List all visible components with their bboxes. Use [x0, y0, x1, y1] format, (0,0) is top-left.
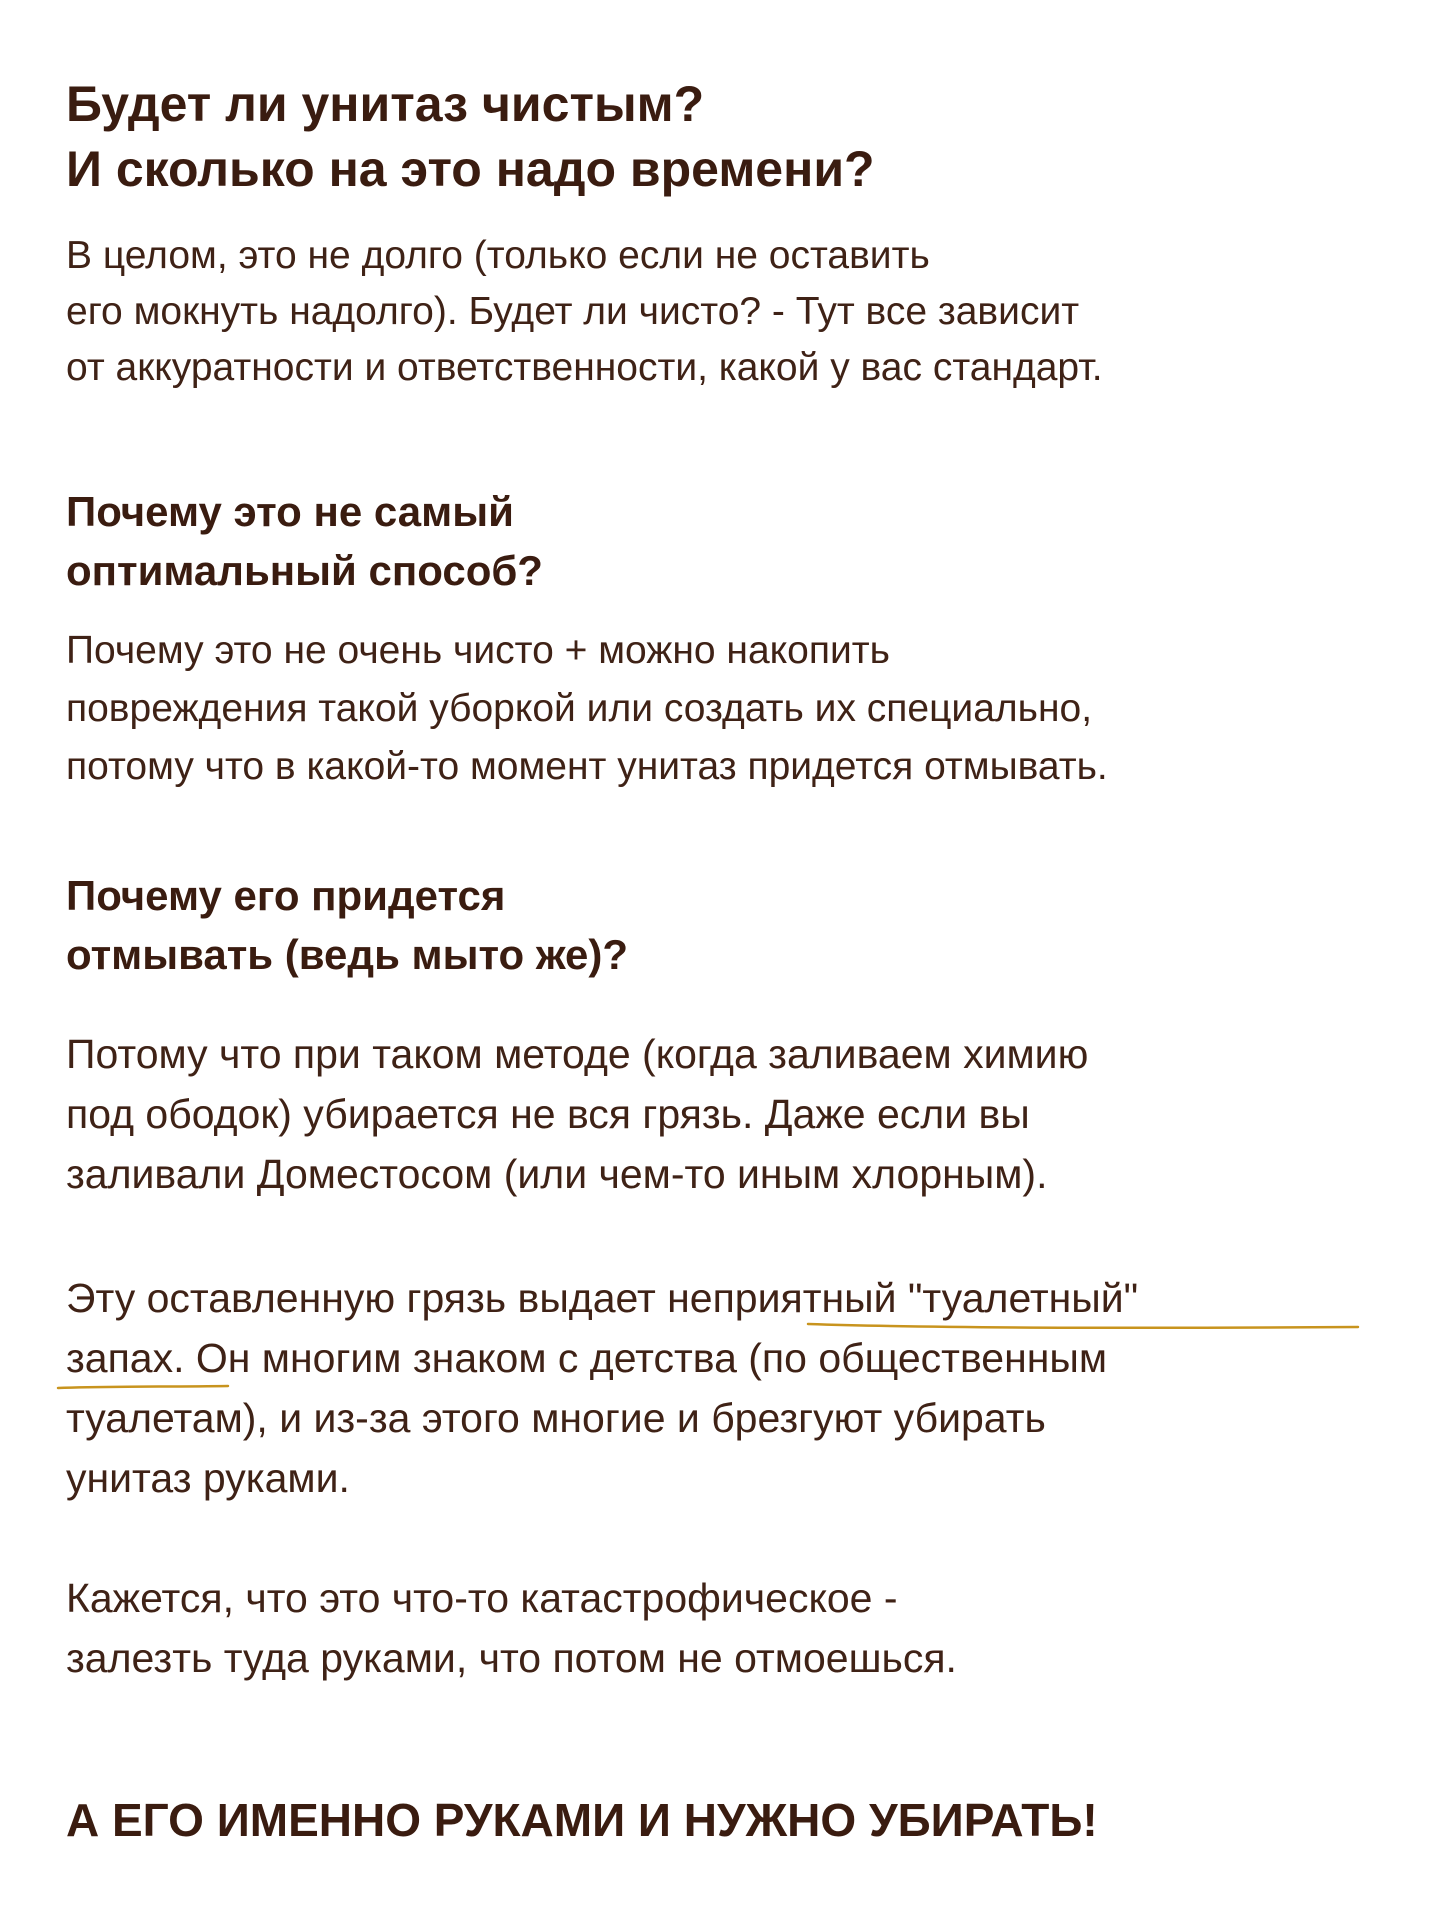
final-callout: А ЕГО ИМЕННО РУКАМИ И НУЖНО УБИРАТЬ!: [66, 1794, 1098, 1846]
section2-text-line: потому что в какой-то момент унитаз придется отмывать.: [66, 745, 1108, 788]
section3-paragraph-1-line: под ободок) убирается не вся грязь. Даже если вы: [66, 1091, 1030, 1137]
section1-title: [66, 72, 875, 202]
section3-paragraph-3-line: Кажется, что это что-то катастрофическое -: [66, 1575, 898, 1621]
section3-title-line: Почему его придется: [66, 872, 506, 919]
section1-text: [66, 228, 1103, 396]
section2-text-line: Почему это не очень чисто + можно накопить: [66, 629, 890, 672]
section3-paragraph-1-line: заливали Доместосом (или чем-то иным хлорным).: [66, 1151, 1048, 1197]
section3-paragraph-2-line: Эту оставленную грязь выдает неприятный "туалетный": [66, 1275, 1139, 1321]
section3-paragraph-1: [66, 1024, 1088, 1204]
section1-title-line: Будет ли унитаз чистым?: [66, 76, 705, 132]
section2-title-line: оптимальный способ?: [66, 547, 543, 594]
section3-paragraph-2: [66, 1268, 1138, 1508]
section3-paragraph-3-line: залезть туда руками, что потом не отмоешься.: [66, 1635, 957, 1681]
section3-title: [66, 866, 628, 984]
section2-title: [66, 482, 543, 600]
section3-paragraph-3: [66, 1568, 957, 1688]
section3-paragraph-2-line: туалетам), и из-за этого многие и брезгуют убирать: [66, 1395, 1046, 1441]
section1-title-line: И сколько на это надо времени?: [66, 141, 875, 197]
section3-paragraph-1-line: Потому что при таком методе (когда заливаем химию: [66, 1031, 1089, 1077]
section3-title-line: отмывать (ведь мыто же)?: [66, 931, 629, 978]
section1-text-line: его мокнуть надолго). Будет ли чисто? - Тут все зависит: [66, 290, 1080, 333]
section2-text: [66, 622, 1108, 796]
section1-text-line: В целом, это не долго (только если не оставить: [66, 234, 930, 277]
section1-text-line: от аккуратности и ответственности, какой у вас стандарт.: [66, 346, 1103, 389]
section2-title-line: Почему это не самый: [66, 488, 514, 535]
section3-paragraph-2-line: унитаз руками.: [66, 1455, 350, 1501]
section2-text-line: повреждения такой уборкой или создать их специально,: [66, 687, 1093, 730]
section3-paragraph-2-line: запах. Он многим знаком с детства (по общественным: [66, 1335, 1108, 1381]
